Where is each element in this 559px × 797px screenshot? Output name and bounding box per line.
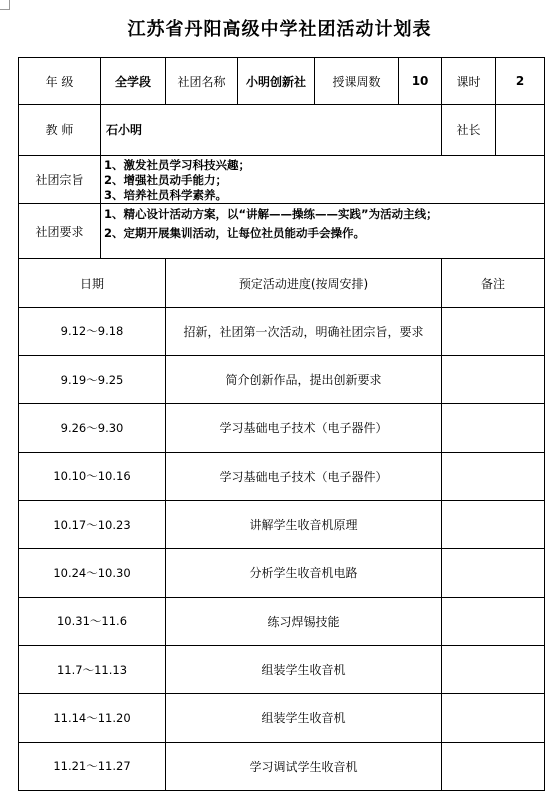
date-cell: 10.17～10.23: [19, 500, 166, 548]
page-corner-mark: [0, 0, 10, 10]
activity-cell: 学习调试学生收音机: [166, 742, 442, 790]
aim-line: 3、培养社员科学素养。: [104, 187, 228, 202]
activity-cell: 组装学生收音机: [166, 694, 442, 742]
page-title: 江苏省丹阳高级中学社团活动计划表: [127, 19, 432, 40]
president-value: [496, 105, 545, 155]
club-name-value: 小明创新社: [238, 58, 315, 105]
aim-text: [101, 155, 545, 203]
note-cell: [442, 307, 545, 355]
info-row-aim: [19, 155, 545, 203]
date-cell: 9.19～9.25: [19, 356, 166, 404]
date-cell: 11.7～11.13: [19, 645, 166, 693]
hours-value: 2: [496, 58, 545, 105]
activity-cell: 招新，社团第一次活动，明确社团宗旨，要求: [166, 307, 442, 355]
aim-label: 社团宗旨: [19, 155, 101, 203]
date-cell: 9.26～9.30: [19, 404, 166, 452]
date-cell: 11.14～11.20: [19, 694, 166, 742]
note-cell: [442, 404, 545, 452]
table-row: [19, 549, 545, 597]
table-row: [19, 307, 545, 355]
aim-line: 2、增强社员动手能力；: [104, 172, 228, 187]
aim-line: 1、激发社员学习科技兴趣；: [104, 157, 251, 172]
schedule-header-row: [19, 259, 545, 307]
info-row-grade: [19, 58, 545, 105]
date-cell: 11.21～11.27: [19, 742, 166, 790]
date-cell: 10.10～10.16: [19, 452, 166, 500]
date-header: 日期: [19, 259, 166, 307]
president-label: 社长: [442, 105, 496, 155]
requirements-label: 社团要求: [19, 203, 101, 258]
activity-cell: 组装学生收音机: [166, 645, 442, 693]
requirement-line: 1、精心设计活动方案，以“讲解——操练——实践”为活动主线；: [104, 206, 438, 221]
activity-header: 预定活动进度(按周安排): [166, 259, 442, 307]
table-row: [19, 500, 545, 548]
table-row: [19, 452, 545, 500]
activity-cell: 简介创新作品，提出创新要求: [166, 356, 442, 404]
activity-cell: 讲解学生收音机原理: [166, 500, 442, 548]
note-cell: [442, 452, 545, 500]
note-cell: [442, 500, 545, 548]
requirement-line: 2、定期开展集训活动，让每位社员能动手会操作。: [104, 225, 365, 240]
date-cell: 9.12～9.18: [19, 307, 166, 355]
teacher-label: 教 师: [19, 105, 101, 155]
note-cell: [442, 742, 545, 790]
note-cell: [442, 645, 545, 693]
table-row: [19, 356, 545, 404]
info-row-requirements: [19, 203, 545, 258]
note-header: 备注: [442, 259, 545, 307]
requirements-text: [101, 203, 545, 258]
grade-value: 全学段: [101, 58, 166, 105]
activity-cell: 练习焊锡技能: [166, 597, 442, 645]
activity-cell: 学习基础电子技术（电子器件）: [166, 452, 442, 500]
table-row: [19, 404, 545, 452]
date-cell: 10.24～10.30: [19, 549, 166, 597]
note-cell: [442, 356, 545, 404]
plan-table: [18, 57, 545, 791]
grade-label: 年 级: [19, 58, 101, 105]
teacher-value: 石小明: [101, 105, 442, 155]
table-row: [19, 597, 545, 645]
club-name-label: 社团名称: [166, 58, 238, 105]
activity-cell: 学习基础电子技术（电子器件）: [166, 404, 442, 452]
info-row-teacher: [19, 105, 545, 155]
table-row: [19, 645, 545, 693]
weeks-label: 授课周数: [315, 58, 399, 105]
note-cell: [442, 597, 545, 645]
hours-label: 课时: [442, 58, 496, 105]
weeks-value: 10: [399, 58, 442, 105]
activity-cell: 分析学生收音机电路: [166, 549, 442, 597]
note-cell: [442, 549, 545, 597]
table-row: [19, 742, 545, 790]
date-cell: 10.31～11.6: [19, 597, 166, 645]
note-cell: [442, 694, 545, 742]
table-row: [19, 694, 545, 742]
